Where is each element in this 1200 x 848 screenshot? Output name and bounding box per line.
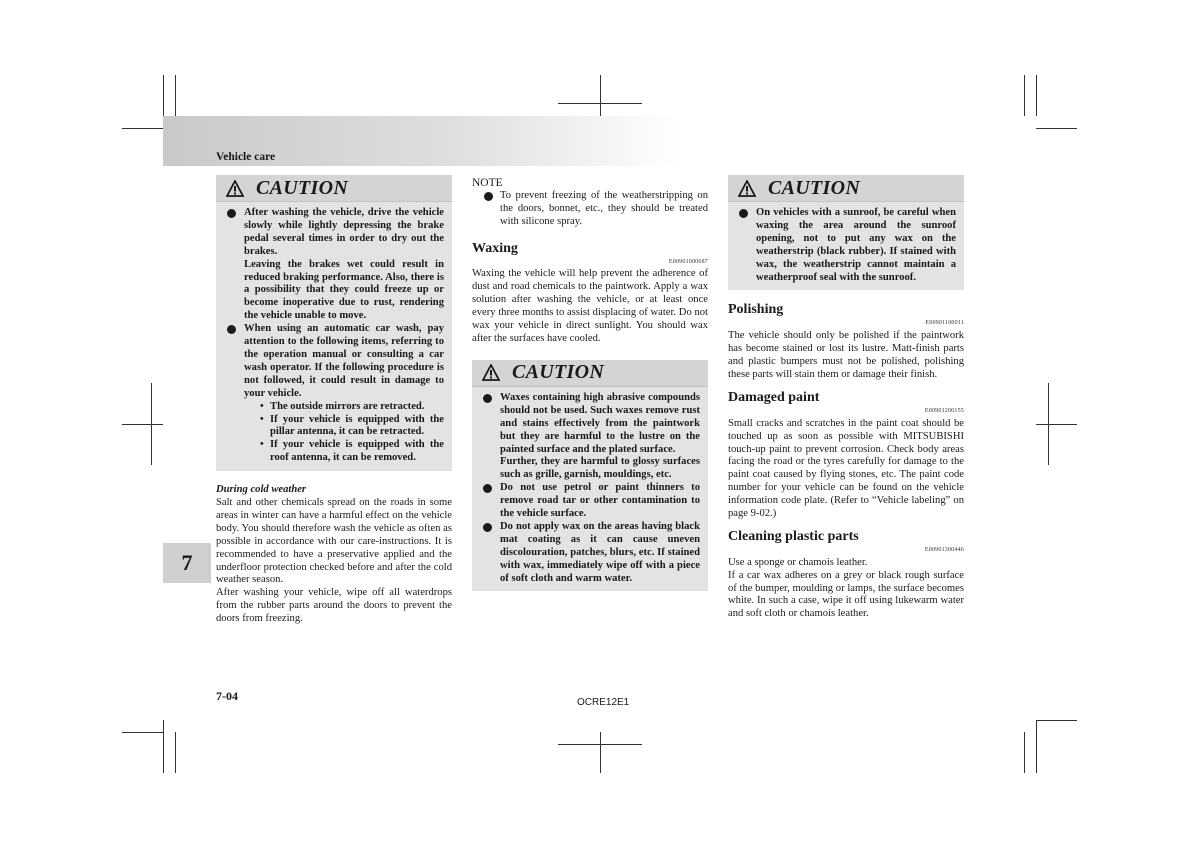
waxing-paragraph: Waxing the vehicle will help prevent the adherence of dust and road chemicals to the paintwork. Apply a wax solution after washing the vehicle, or at least once every three months to assist displacing of water. Do not wax your vehicle in direct sunlight. You should wax after the surfaces have cooled. xyxy=(472,268,708,344)
damaged-paint-paragraph: Small cracks and scratches in the paint coat should be touched up as soon as possible with MITSUBISHI touch-up paint to prevent corrosion. Check body areas facing the road or the tyres carefully for damage to the paint coat caused by flying stones, etc. The paint code number for your vehicle can be found on the vehicle information code plate. (Refer to “Vehicle labeling” on page 9-02.) xyxy=(728,417,964,520)
crop-mark xyxy=(122,732,163,733)
caution-title: CAUTION xyxy=(256,176,349,199)
caution-item: On vehicles with a sunroof, be careful when waxing the area around the sunroof opening, not to put any wax on the weatherstrip (black rubber). If stained with wax, the weatherstrip cannot maintain a weatherproof seal with the sunroof. xyxy=(738,207,956,284)
crop-mark xyxy=(122,128,163,129)
crop-mark xyxy=(1036,424,1077,425)
caution-item: Do not apply wax on the areas having black mat coating as it can cause uneven discolouration, patches, blurs, etc. If stained with wax, immediately wipe off with a piece of soft cloth and warm water. xyxy=(482,521,700,586)
waxing-code: E00901000687 xyxy=(668,258,708,265)
caution-subitem: • The outside mirrors are retracted. xyxy=(260,401,444,414)
caution-box xyxy=(472,360,708,592)
warning-triangle-icon xyxy=(482,364,500,381)
caution-subitem: • If your vehicle is equipped with the pillar antenna, it can be retracted. xyxy=(260,414,444,440)
crop-mark xyxy=(558,103,642,104)
note-label: NOTE xyxy=(472,177,503,189)
crop-mark xyxy=(1024,75,1025,116)
note-item: To prevent freezing of the weatherstripping on the doors, bonnet, etc., they should be treated with silicone spray. xyxy=(472,190,708,229)
chapter-number: 7 xyxy=(181,550,193,575)
crop-mark xyxy=(175,732,176,773)
caution-subitem: • If your vehicle is equipped with the roof antenna, it can be removed. xyxy=(260,439,444,465)
warning-triangle-icon xyxy=(226,180,244,197)
crop-mark xyxy=(163,720,164,773)
waxing-heading: Waxing xyxy=(472,240,518,256)
plastic-parts-paragraph: Use a sponge or chamois leather. xyxy=(728,556,868,568)
caution-item: Do not use petrol or paint thinners to remove road tar or other contamination to the vehicle surface. xyxy=(482,482,700,521)
polishing-code: E00901100011 xyxy=(925,320,964,327)
crop-mark xyxy=(175,75,176,116)
caution-item: When using an automatic car wash, pay attention to the following items, referring to the operation manual or consulting a car wash operator. If the following procedure is not followed, it could result in damage to your vehicle. • The outside mirrors are retracted. • If your vehicle is equipped with the pillar antenna, it can be retracted. • If your vehicle is equipped with the roof antenna, it can be removed. xyxy=(226,323,444,465)
warning-triangle-icon xyxy=(738,180,756,197)
column-2 xyxy=(472,177,708,591)
caution-list xyxy=(728,207,964,284)
crop-mark xyxy=(1036,128,1077,129)
plastic-parts-code: E00901300446 xyxy=(924,546,964,553)
caution-item: After washing the vehicle, drive the vehicle slowly while lightly depressing the brake pedal several times in order to dry out the brakes. Leaving the brakes wet could result in reduced braking performance. Also, there is a possibility that they could freeze up or become inoperative due to rust, rendering the vehicle unable to move. xyxy=(226,207,444,323)
damaged-paint-code: E00901200155 xyxy=(924,407,964,414)
crop-mark xyxy=(1036,720,1077,721)
plastic-parts-paragraph: If a car wax adheres on a grey or black rough surface of the bumper, moulding or lamps, the surface becomes white. In such a case, wipe it off using lukewarm water and soft cloth or chamois leather. xyxy=(728,569,964,620)
caution-header xyxy=(472,360,708,387)
caution-item: Waxes containing high abrasive compounds should not be used. Such waxes remove rust and stains effectively from the paintwork but they are harmful to the lustre on the painted surface and the plated surface. Further, they are harmful to glossy surfaces such as grille, garnish, mouldings, etc. xyxy=(482,392,700,482)
caution-box xyxy=(728,175,964,290)
section-title: Vehicle care xyxy=(216,151,276,163)
caution-list xyxy=(472,392,708,586)
caution-header xyxy=(216,175,452,202)
document-code: OCRE12E1 xyxy=(577,697,630,708)
cold-weather-paragraph: Salt and other chemicals spread on the roads in some areas in winter can have a harmful effect on the vehicle body. You should therefore wash the vehicle as often as possible in accordance with our care-instructions. It is recommended to have a preservative applied and the underfloor protection checked before and after the cold weather season. xyxy=(216,497,452,586)
cold-weather-heading: During cold weather xyxy=(216,484,307,496)
page-number: 7-04 xyxy=(216,689,238,703)
crop-mark xyxy=(122,424,163,425)
crop-mark xyxy=(1024,732,1025,773)
column-3 xyxy=(728,175,964,621)
column-1 xyxy=(216,175,452,626)
caution-title: CAUTION xyxy=(512,361,605,384)
caution-box xyxy=(216,175,452,471)
crop-mark xyxy=(1036,75,1037,116)
caution-sublist xyxy=(244,401,444,466)
crop-mark xyxy=(1036,720,1037,773)
crop-mark xyxy=(163,75,164,116)
polishing-heading: Polishing xyxy=(728,302,784,318)
caution-list xyxy=(216,207,452,465)
crop-mark xyxy=(558,744,642,745)
cold-weather-paragraph: After washing your vehicle, wipe off all waterdrops from the rubber parts around the doors to prevent the doors from freezing. xyxy=(216,587,452,625)
polishing-paragraph: The vehicle should only be polished if the paintwork has become stained or lost its lustre. Matt-finish parts and plastic bumpers must not be polished, polishing these parts will stain them or damage their finish. xyxy=(728,330,964,380)
caution-title: CAUTION xyxy=(768,176,861,199)
damaged-paint-heading: Damaged paint xyxy=(728,389,820,405)
plastic-parts-heading: Cleaning plastic parts xyxy=(728,528,859,544)
chapter-tab xyxy=(163,543,211,583)
crop-mark xyxy=(600,732,601,773)
caution-header xyxy=(728,175,964,202)
